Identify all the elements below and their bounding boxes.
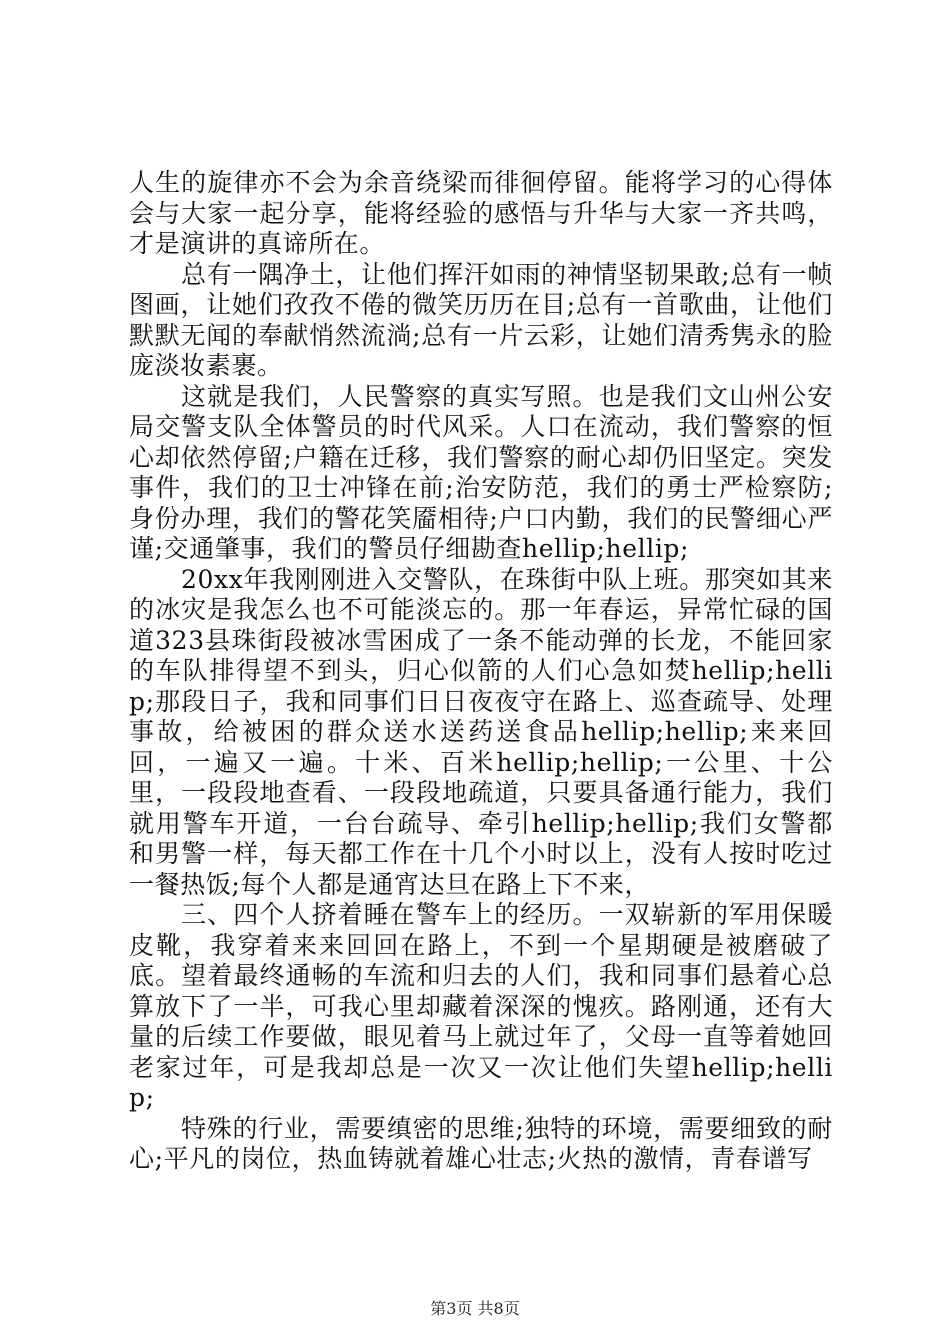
document-body xyxy=(129,168,833,1175)
paragraph-pure-land: 总有一隅净土，让他们挥汗如雨的神情坚韧果敢;总有一帧图画，让她们孜孜不倦的微笑历历在目;总有一首歌曲，让他们默默无闻的奉献悄然流淌;总有一片云彩，让她们清秀隽永的脸庞淡妆素裹。 xyxy=(129,259,833,380)
paragraph-sleeping-in-car: 三、四个人挤着睡在警车上的经历。一双崭新的军用保暖皮靴，我穿着来来回回在路上，不到一个星期硬是被磨破了底。望着最终通畅的车流和归去的人们，我和同事们悬着心总算放下了一半，可我心里却藏着深深的愧疚。路刚通，还有大量的后续工作要做，眼见着马上就过年了，父母一直等着她回老家过年，可是我却总是一次又一次让他们失望hellip;hellip; xyxy=(129,900,833,1112)
page-number-footer: 第3页 共8页 xyxy=(430,1299,520,1318)
paragraph-continuation: 人生的旋律亦不会为余音绕梁而徘徊停留。能将学习的心得体会与大家一起分享，能将经验的感悟与升华与大家一齐共鸣，才是演讲的真谛所在。 xyxy=(129,168,833,258)
paragraph-police-portrait: 这就是我们，人民警察的真实写照。也是我们文山州公安局交警支队全体警员的时代风采。人口在流动，我们警察的恒心却依然停留;户籍在迁移，我们警察的耐心却仍旧坚定。突发事件，我们的卫士冲锋在前;治安防范，我们的勇士严检察防;身份办理，我们的警花笑靥相待;户口内勤，我们的民警细心严谨;交通肇事，我们的警员仔细勘查hellip;hellip; xyxy=(129,381,833,563)
paragraph-special-profession: 特殊的行业，需要缜密的思维;独特的环境，需要细致的耐心;平凡的岗位，热血铸就着雄心壮志;火热的激情，青春谱写 xyxy=(129,1113,833,1173)
paragraph-ice-disaster: 20xx年我刚刚进入交警队，在珠街中队上班。那突如其来的冰灾是我怎么也不可能淡忘的。那一年春运，异常忙碌的国道323县珠街段被冰雪困成了一条不能动弹的长龙，不能回家的车队排得望不到头，归心似箭的人们心急如焚hellip;hellip;那段日子，我和同事们日日夜夜守在路上、巡查疏导、处理事故，给被困的群众送水送药送食品hellip;hellip;来来回回，一遍又一遍。十米、百米hellip;hellip;一公里、十公里，一段段地查看、一段段地疏道，只要具备通行能力，我们就用警车开道，一台台疏导、牵引hellip;hellip;我们女警都和男警一样，每天都工作在十几个小时以上，没有人按时吃过一餐热饭;每个人都是通宵达旦在路上下不来， xyxy=(129,564,833,899)
